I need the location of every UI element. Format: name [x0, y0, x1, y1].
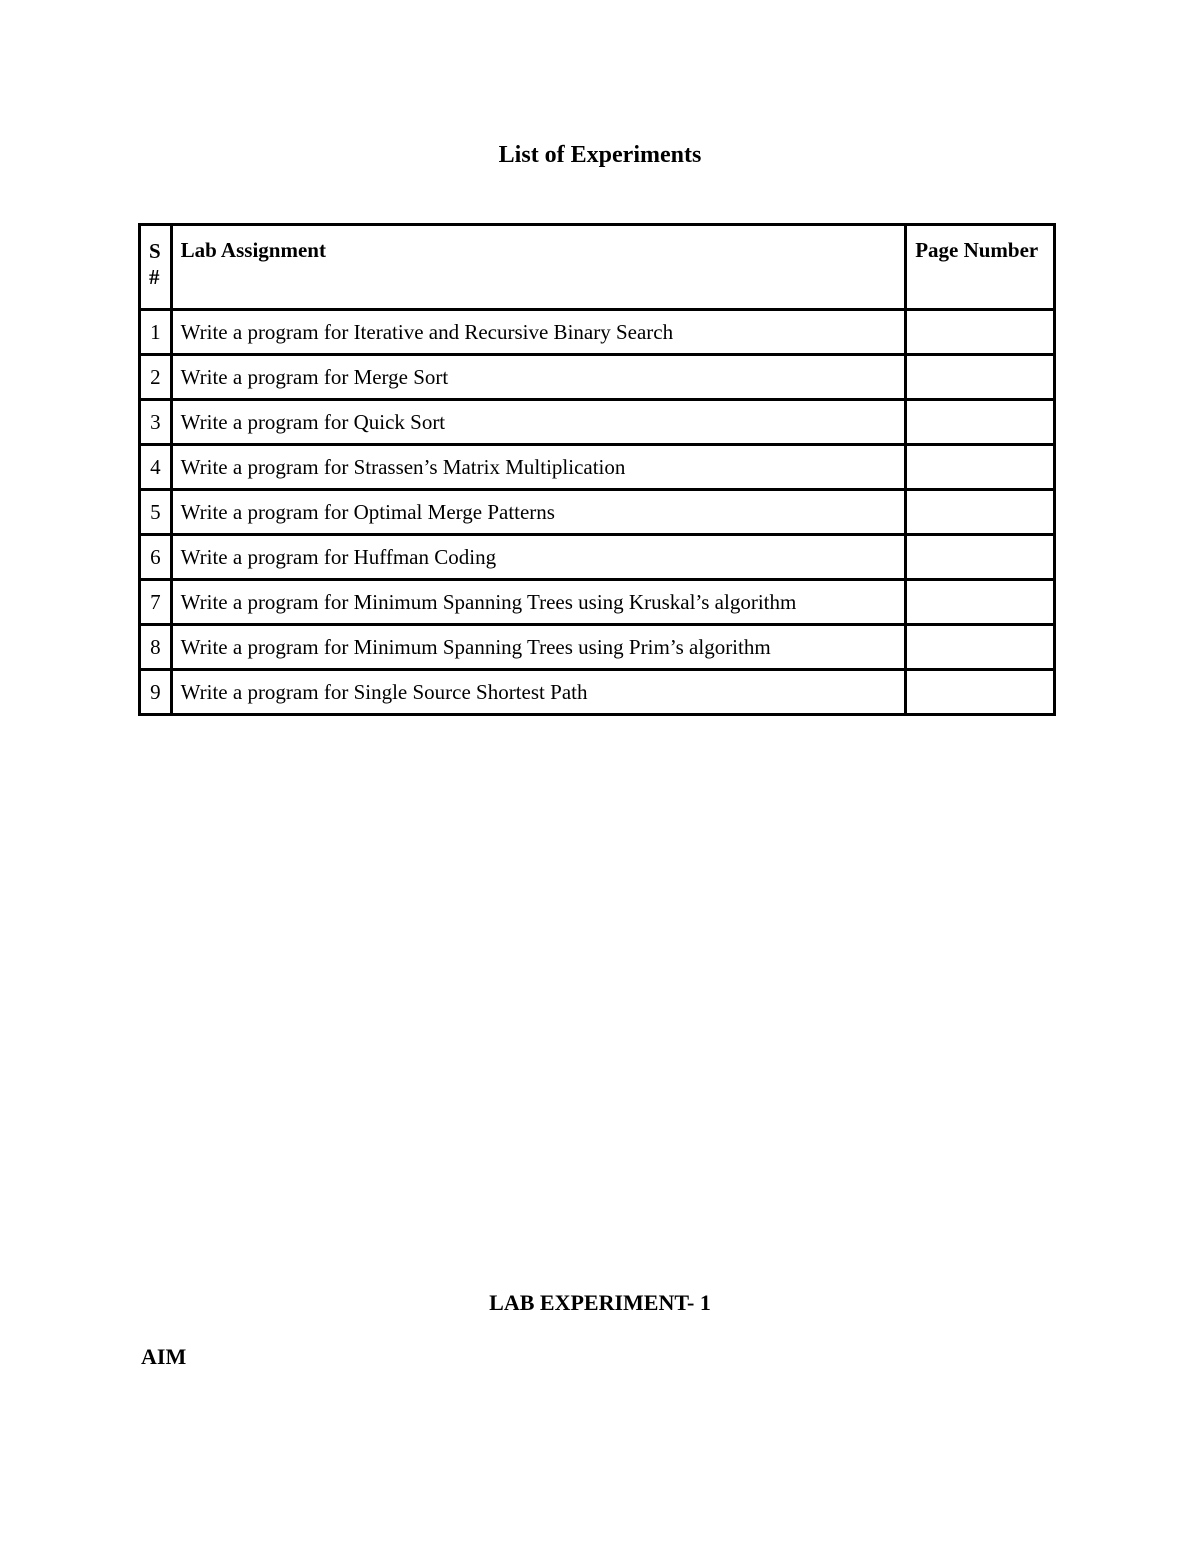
table-header-row: [140, 225, 1055, 310]
row-page-number: [906, 310, 1055, 355]
row-serial: 7: [140, 580, 172, 625]
table-row: [140, 490, 1055, 535]
row-assignment: Write a program for Strassen’s Matrix Multiplication: [171, 445, 906, 490]
row-serial: 8: [140, 625, 172, 670]
page-title: List of Experiments: [498, 142, 702, 168]
table-row: [140, 400, 1055, 445]
row-serial: 2: [140, 355, 172, 400]
row-serial: 5: [140, 490, 172, 535]
row-serial: 6: [140, 535, 172, 580]
aim-label: AIM: [141, 1344, 187, 1369]
header-serial-number: [140, 225, 172, 310]
row-page-number: [906, 355, 1055, 400]
table-row: [140, 670, 1055, 715]
table-row: [140, 535, 1055, 580]
experiments-table: [138, 223, 1056, 716]
header-serial-hash: #: [149, 265, 160, 289]
table-row: [140, 355, 1055, 400]
row-page-number: [906, 400, 1055, 445]
header-page-number: Page Number: [906, 225, 1055, 310]
row-page-number: [906, 490, 1055, 535]
header-lab-assignment: Lab Assignment: [171, 225, 906, 310]
row-page-number: [906, 535, 1055, 580]
row-assignment: Write a program for Minimum Spanning Trees using Prim’s algorithm: [171, 625, 906, 670]
table-row: [140, 310, 1055, 355]
section-title: LAB EXPERIMENT- 1: [489, 1290, 711, 1315]
row-serial: 1: [140, 310, 172, 355]
row-assignment: Write a program for Quick Sort: [171, 400, 906, 445]
table-row: [140, 445, 1055, 490]
row-assignment: Write a program for Minimum Spanning Trees using Kruskal’s algorithm: [171, 580, 906, 625]
row-assignment: Write a program for Huffman Coding: [171, 535, 906, 580]
row-serial: 4: [140, 445, 172, 490]
header-serial-s: S: [149, 239, 161, 263]
row-assignment: Write a program for Iterative and Recursive Binary Search: [171, 310, 906, 355]
row-assignment: Write a program for Merge Sort: [171, 355, 906, 400]
table-row: [140, 580, 1055, 625]
row-page-number: [906, 580, 1055, 625]
row-page-number: [906, 445, 1055, 490]
row-assignment: Write a program for Single Source Shortest Path: [171, 670, 906, 715]
table-row: [140, 625, 1055, 670]
row-page-number: [906, 670, 1055, 715]
row-assignment: Write a program for Optimal Merge Patterns: [171, 490, 906, 535]
row-serial: 9: [140, 670, 172, 715]
row-serial: 3: [140, 400, 172, 445]
row-page-number: [906, 625, 1055, 670]
table-body: [140, 310, 1055, 715]
